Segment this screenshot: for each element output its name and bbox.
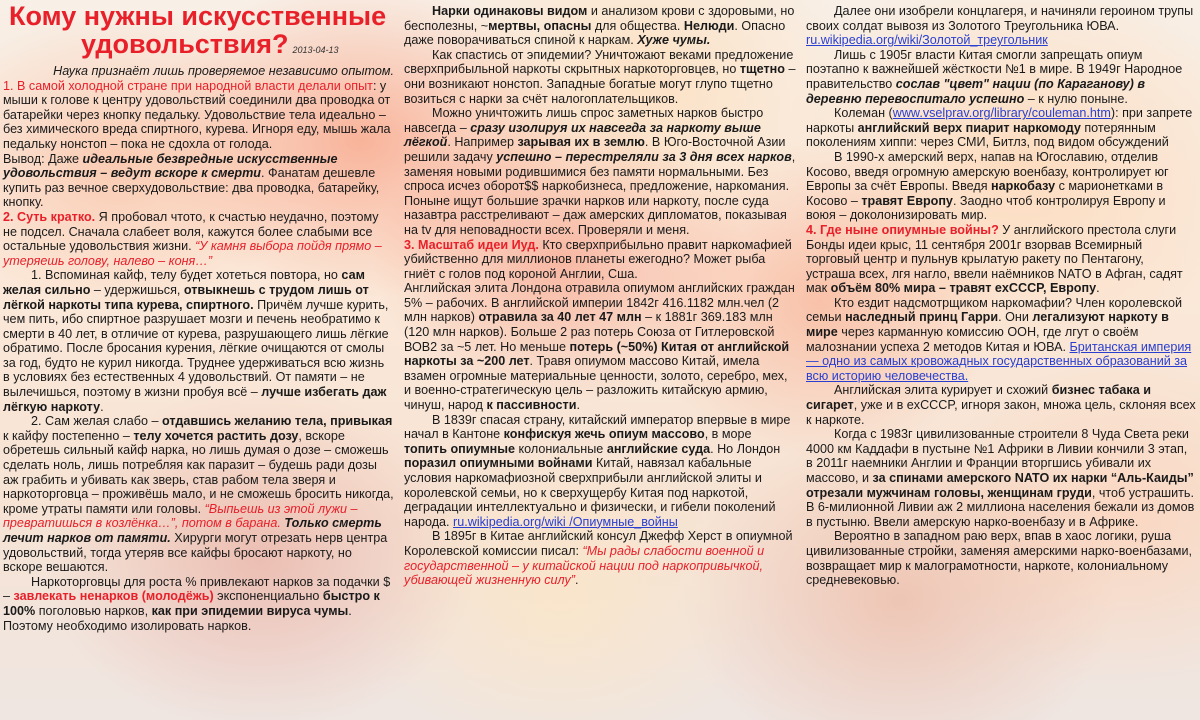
coleman-link[interactable]: www.vselprav.org/library/couleman.htm [892,106,1111,121]
paragraph-dealers: Наркоторговцы для роста % привлекают нарков за подачки $ – завлекать ненарков (молодёжь) экспоненциально быстро к 100% поголовью нарков, как при эпидемии вируса чумы. Поэтому необходимо изолировать нарков. [3,574,391,633]
paragraph-1839: В 1839г спасая страну, китайский император впервые в мире начал в Кантоне конфискуя жечь опиум массово, в море топить опиумные колониальные английские суда. Но Лондон поразил опиумными войнами Китай, навязал кабальные условия наркомафиозной сверхприбыли английской элиты и королевской семьи, но к сверхущербу Китая под наркотой, деградации интеллектуально и физически, и гибели поколений народа. ru.wikipedia.org/wiki /Опиумные_войны [404,412,791,529]
section-2: 2. Суть кратко. Я пробовал чтото, к счастью неудачно, поэтому не подсел. Сначала слабеет воля, кажутся более слабыми все остальные удовольствия жизни. “У камня выбора пойдя прямо – утеряешь голову, налево – коня…” [3,209,382,268]
british-empire-link[interactable]: Британская империя — одно из самых кровожадных государственных образований за всю историю человечества. [806,339,1192,383]
paragraph-point-1: 1. Вспоминая кайф, телу будет хотеться повтора, но сам желая сильно – удержишься, отвыкнешь с трудом лишь от лёгкой наркоты типа курева, спиртного. Причём лучше курить, чем пить, ибо спиртное разрушает мозги и печень необратимо к смерти в 40 лет, в отличие от курева, разрушающего лишь лёгкие обратимо. После бросания курения, лёгкие очищаются от смолы за год, будто не курил никогда. Труднее удерживаться всю жизнь в условиях без естественных 4 удовольствий. От памяти – не вылечишься, поэтому в жизни пробуя всё – лучше избегать даж лёгкую наркоту. [3,268,389,414]
section-4-heading: 4. Где ныне опиумные войны? [806,222,999,237]
column-1 [0,0,398,720]
section-1: 1. В самой холодной стране при народной власти делали опыт: у мыши к голове к центру удовольствий соединили два проводка от батарейки через кнопку педальку. Удовольствие тела идеально – без химического вреда спиртного, курева. Игноря еду, мышь жала педальку нонстоп – пока не сдохла от голода. [3,78,391,151]
title-line-2: удовольствия? [81,29,289,59]
paragraph-golden-triangle: Далее они изобрели концлагеря, и начиняли героином трупы своих солдат вывозя из Золотого Треугольника ЮВА. ru.wikipedia.org/wiki/Золотой_треугольник [806,4,1194,48]
paragraph-epidemic: Как спастись от эпидемии? Уничтожают веками предложение сверхприбыльной наркоты скрытных наркоторговцев, но тщетно – они возникают нонстоп. Западные богатые могут глупо тщетно возиться с нарки за счёт налогоплательщиков. [404,47,796,106]
paragraph-overseer: Кто ездит надсмотрщиком наркомафии? Член королевской семьи наследный принц Гарри. Они легализуют наркоту в мире через карманную комиссию ООН, где лгут о своём малознании успеха 2 методов Китая и ЮВА. Британская империя — одно из самых кровожадных государственных образований за всю историю человечества. [806,295,1192,383]
section-2-heading: 2. Суть кратко. [3,209,96,224]
article-date: 2013-04-13 [292,45,339,55]
paragraph-coleman: Колеман (www.vselprav.org/library/couleman.htm): при запрете наркоты английский верх пиарит наркомоду потерянным поколениям хиппи: через СМИ, Битлз, под видом обсуждений [806,106,1193,150]
paragraph-1990s: В 1990-х амерский верх, напав на Югославию, отделив Косово, введя огромную амерскую военбазу, контролирует юг Европы за счёт Европы. Введя наркобазу с марионетками в Косово – травят Европу. Заодно чтоб контролируя Европу и воюя – доколонизировать мир. [806,149,1169,223]
paragraph-1895: В 1895г в Китае английский консул Джефф Херст в опиумной Королевской комиссии писал: “Мы рады слабости военной и государственной – у китайской нации под наркопривычкой, убивающей жизненную силу”. [404,529,793,588]
section-3-heading: 3. Масштаб идеи Иуд. [404,237,539,252]
article-subtitle: Наука признаёт лишь проверяемое независимо опытом. [53,64,394,78]
paragraph-tobacco: Английская элита курирует и схожий бизнес табака и сигарет, уже и в exCCCP, игноря закон, множа цель, склоняя всех к наркоте. [806,383,1196,427]
section-4: 4. Где ныне опиумные войны? У английского престола слуги Бонды идеи крыс, 11 сентября 2001г взорвав Всемирный торговый центр и пульнув крылатую ракету по Пентагону, устраша всех, лгя нагло, ввели наёмников NATO в Афган, садят мак объём 80% мира – травят exCCCP, Европу. [806,222,1183,296]
section-1-heading: 1. В самой холодной стране при народной власти делали опыт [3,78,373,93]
title-line-1: Кому нужны искусственные [9,1,387,31]
golden-triangle-link[interactable]: ru.wikipedia.org/wiki/Золотой_треугольник [806,33,1048,48]
column-3 [802,0,1200,720]
column-2 [400,0,800,720]
opium-wars-link[interactable]: ru.wikipedia.org/wiki /Опиумные_войны [453,514,678,529]
article-title [3,2,394,64]
section-3: 3. Масштаб идеи Иуд. Кто сверхприбыльно правит наркомафией убийственно для миллионов планеты ежегодно? Может рыба гниёт с голов под короной Англии, Сша. [404,237,792,281]
paragraph-western-paradise: Вероятно в западном раю верх, впав в хаос логики, руша цивилизованные стройки, заменяя амерскими нарко-военбазами, возвращает мир к малогрaмотности, наркоте, колониальному средневековью. [806,529,1192,588]
paragraph-point-2: 2. Сам желая слабо – отдавшись желанию тела, привыкая к кайфу постепенно – телу хочется растить дозу, вскоре обретешь сильный кайф нарка, но лишь думая о дозе – сможешь сделать ноль, лишь потребляя как паразит – будешь ради дозы аж грабить и убивать как зверь, став рабом тела зверя и наркоторговца – проживёшь мало, и не сможешь бросить никогда, кроме утраты памяти или головы. “Выпьешь из этой лужи – превратишься в козлёнка…”, потом в барана. Только смерть лечит нарков от памяти. Хирурги могут отрезать нерв центра удовольствий, тогда утеряв все кайфы бросают наркоту, но вскоре вешаются. [3,414,394,575]
paragraph-demand: Можно уничтожить лишь спрос заметных нарков быстро навсегда – сразу изолируя их навсегда за наркоту выше лёгкой. Например зарывая их в землю. В Юго-Восточной Азии решили задачу успешно – перестреляли за 3 дня всех нарков, заменяя новыми родившимися без памяти нормальными. Без спроса исчез оборот$$ наркобизнеса, предложение, наркомания. Поныне ищут большие зрачки нарков или наркоту, после суда назавтра расстреливают – даж амерских дипломатов, показывая на tv для неповадности всех. Проверяли и меня. [404,106,796,237]
paragraph-libya: Когда с 1983г цивилизованные строители 8 Чуда Света реки 4000 км Каддафи в пустыне №1 Африки в Ливии кончили 3 этап, в 2011г наемники Англии и Франции вторгшись убивали их массово, и за спинами амерского NATO их нарки “Аль-Каиды” отрезали мужчинам головы, женщинам груди, чтоб устрашить. В 6-милионной Ливии аж 2 миллиона населения бежали из домов в пустыню. Ввели амерскую нарко-военбазу и в Африке. [806,427,1195,529]
paragraph-london-elite: Английская элита Лондона отравила опиумом английских граждан 5% – рабочих. В английской империи 1842г 416.1182 млн.чел (2 млн нарков) отравила за 40 лет 47 млн – к 1881г 369.183 млн (120 млн нарков). Больше 2 раз потерь Союза от Гитлеровской ВОВ2 за ~5 лет. Но меньше потерь (~50%) Китая от английской наркоты за ~200 лет. Травя опиумом массово Китай, имела взамен огромные материальные ценности, золото, серебро, мех, и военно-стратегическую цель – разложить китайскую армию, чинуш, народ к пассивности. [404,281,795,413]
section-1-conclusion: Вывод: Даже идеальные безвредные искусственные удовольствия – ведут вскоре к смерти. Фанатам дешевле купить раз вечное сверхудовольствие: два проводка, батарейку, кнопку. [3,151,380,210]
paragraph-1905: Лишь с 1905г власти Китая смогли запрещать опиум поэтапно к важнейшей жёсткости №1 в мире. В 1949г Народное правительство сослав "цвет" нации (по Караганову) в деревню перевоспитало успешно – к нулю поныне. [806,47,1183,106]
paragraph-addicts: Нарки одинаковы видом и анализом крови с здоровыми, но бесполезны, ~мертвы, опасны для общества. Нелюди. Опасно даже поворачиваться спиной к наркам. Хуже чумы. [404,4,795,48]
